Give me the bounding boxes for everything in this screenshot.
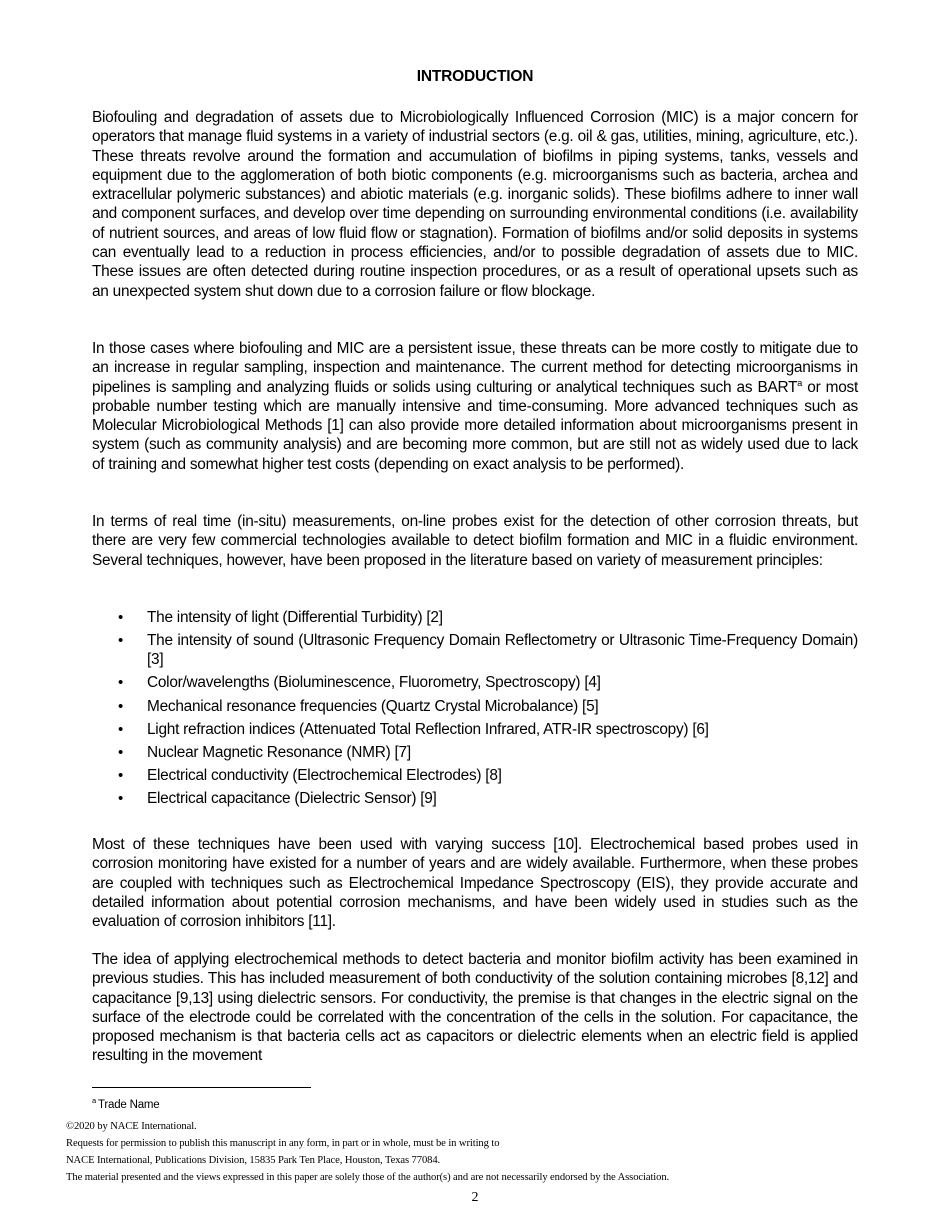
list-item-text: The intensity of light (Differential Turbidity) [2] [147,609,443,626]
copyright-notice: ©2020 by NACE International. [66,1121,197,1132]
paragraph-1: Biofouling and degradation of assets due to Microbiologically Influenced Corrosion (MIC) is a major concern for operators that manage fluid systems in a variety of industrial sectors (e.g. oil & gas, utilities, mining, agriculture, etc.). These threats revolve around the formation and accumulation of biofilms in piping systems, tanks, vessels and equipment due to the agglomeration of both biotic components (e.g. microorganisms such as bacteria, archea and extracellular polymeric substances) and abiotic materials (e.g. inorganic solids). These biofilms adhere to inner wall and component surfaces, and develop over time depending on surrounding environmental conditions (i.e. availability of nutrient sources, and areas of low fluid flow or stagnation). Formation of biofilms and/or solid deposits in systems can eventually lead to a reduction in process efficiencies, and/or to possible degradation of assets due to MIC. These issues are often detected during routine inspection procedures, or as a result of operational upsets such as an unexpected system shut down due to a corrosion failure or flow blockage. [92,109,858,300]
list-item-text: Color/wavelengths (Bioluminescence, Fluorometry, Spectroscopy) [4] [147,674,601,692]
list-item-text: Nuclear Magnetic Resonance (NMR) [7] [147,743,411,761]
permission-notice-line-1: Requests for permission to publish this manuscript in any form, in part or in whole, must be in writing to [66,1138,500,1149]
paragraph-5: The idea of applying electrochemical methods to detect bacteria and monitor biofilm activity has been examined in previous studies. This has included measurement of both conductivity of the solution containing microbes [8,12] and capacitance [9,13] using dielectric sensors. For conductivity, the premise is that changes in the electric signal on the surface of the electrode could be correlated with the concentration of the cells in the solution. For capacitance, the proposed mechanism is that bacteria cells act as capacitors or dielectric elements when an electric field is applied resulting in the movement [92,951,858,1065]
footnote-marker: a [92,1096,96,1105]
list-item-text: Electrical capacitance (Dielectric Sensor) [9] [147,789,437,807]
permission-notice-line-2: NACE International, Publications Division, 15835 Park Ten Place, Houston, Texas 77084. [66,1155,441,1166]
list-item [92,697,858,716]
list-item [92,743,858,762]
list-item-text: Electrical conductivity (Electrochemical Electrodes) [8] [147,766,502,784]
footnote [92,1097,159,1113]
bullet-icon: • [118,789,124,807]
bullet-icon: • [118,766,124,784]
paragraph-3: In terms of real time (in-situ) measurements, on-line probes exist for the detection of other corrosion threats, but there are very few commercial technologies available to detect biofilm formation and MIC in a fluidic environment. Several techniques, however, have been proposed in the literature based on variety of measurement principles: [92,513,858,569]
list-item [92,608,858,627]
paragraph-2-text-a: In those cases where biofouling and MIC are a persistent issue, these threats can be more costly to mitigate due to an increase in regular sampling, inspection and maintenance. The current method for detecting microorganisms in pipelines is sampling and analyzing fluids or solids using culturing or analytical techniques such as BART [92,340,858,396]
bullet-icon: • [118,609,124,626]
list-item [92,631,858,670]
page-number: 2 [471,1190,479,1205]
bullet-icon: • [118,697,124,715]
list-item-text: Light refraction indices (Attenuated Total Reflection Infrared, ATR-IR spectroscopy) [6] [147,720,709,738]
bullet-icon: • [118,632,124,650]
paragraph-2 [92,339,858,474]
bullet-icon: • [118,674,124,692]
section-heading: INTRODUCTION [416,68,534,85]
bullet-icon: • [118,743,124,761]
list-item [92,766,858,785]
footnote-text: Trade Name [97,1099,160,1111]
footnote-separator [92,1087,311,1088]
measurement-principles-list [92,608,858,812]
list-item [92,789,858,808]
paragraph-2-text-b: or most probable number testing which are manually intensive and time-consuming. More advanced techniques such as Molecular Microbiological Methods [1] can also provide more detailed information about microorganisms present in system (such as community analysis) and are becoming more common, but are still not as widely used due to lack of training and somewhat higher test costs (depending on exact analysis to be performed). [92,378,858,473]
paragraph-4: Most of these techniques have been used with varying success [10]. Electrochemical based probes used in corrosion monitoring have existed for a number of years and are widely available. Furthermore, when these probes are coupled with techniques such as Electrochemical Impedance Spectroscopy (EIS), they provide accurate and detailed information about potential corrosion mechanisms, and have been widely used in studies such as the evaluation of corrosion inhibitors [11]. [92,836,858,931]
list-item [92,673,858,692]
footnote-reference-a: a [797,377,803,388]
disclaimer-notice: The material presented and the views expressed in this paper are solely those of the author(s) and are not necessarily endorsed by the Association. [66,1172,670,1183]
list-item [92,720,858,739]
bullet-icon: • [118,720,124,738]
list-item-text: Mechanical resonance frequencies (Quartz Crystal Microbalance) [5] [147,697,599,715]
list-item-text: The intensity of sound (Ultrasonic Frequency Domain Reflectometry or Ultrasonic Time-Frequency Domain) [3] [147,632,858,669]
